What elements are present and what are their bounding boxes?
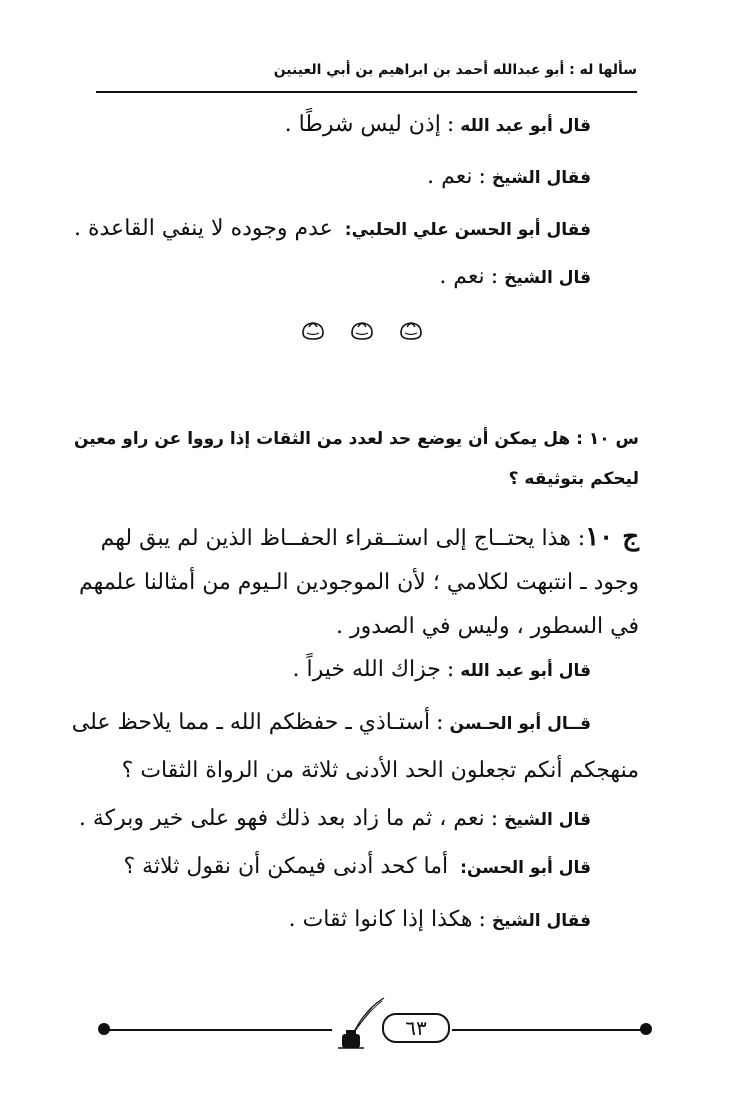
question-line: س ١٠ : هل يمكن أن يوضع حد لعدد من الثقات إذا رووا عن راو معين: [73, 429, 639, 449]
inkwell-quill-icon: [334, 996, 386, 1050]
flower-ornament-icon: [349, 318, 375, 344]
footer-dot-right: [640, 1023, 652, 1035]
dialogue-line: [439, 262, 591, 293]
speaker-name: فقال الشيخ: [491, 911, 591, 931]
footer-dot-left: [98, 1023, 110, 1035]
section-divider: [300, 318, 424, 344]
dialogue-line: [293, 655, 592, 686]
dialogue-text: هكذا إذا كانوا ثقات .: [288, 907, 473, 932]
header-divider: [96, 91, 637, 93]
speaker-name: قال الشيخ: [504, 810, 591, 830]
separator: :: [446, 112, 455, 137]
dialogue-text: جزاك الله خيراً .: [292, 657, 441, 682]
dialogue-text: نعم ، ثم ما زاد بعد ذلك فهو على خير وبركة .: [78, 806, 485, 831]
speaker-name: قــال أبو الحـسن: [449, 714, 591, 734]
answer-text: : هذا يحتــاج إلى استــقراء الحفــاظ الذين لم يبق لهم: [100, 526, 586, 551]
running-header: سألها له : أبو عبدالله أحمد بن ابراهيم بن أبي العينين: [273, 62, 637, 78]
separator: :: [446, 657, 455, 682]
answer-label: ج ١٠: [585, 522, 639, 552]
footer-rule-left: [104, 1029, 332, 1031]
separator: :: [478, 164, 486, 189]
dialogue-line: [74, 214, 591, 245]
speaker-name: قال أبو الحسن:: [460, 858, 591, 878]
speaker-name: قال أبو عبد الله: [460, 661, 591, 681]
dialogue-line: [72, 708, 591, 739]
dialogue-line: [79, 804, 591, 835]
separator: :: [490, 806, 499, 831]
page-number: ٦٣: [382, 1013, 450, 1043]
speaker-name: قال أبو عبد الله: [460, 116, 591, 136]
speaker-name: قال الشيخ: [504, 268, 591, 288]
dialogue-text: أما كحد أدنى فيمكن أن نقول ثلاثة ؟: [123, 854, 449, 879]
speaker-name: فقال أبو الحسن علي الحلبي:: [344, 220, 591, 240]
dialogue-text: أستـاذي ـ حفظكم الله ـ مما يلاحظ على: [71, 710, 431, 735]
dialogue-continuation: منهجكم أنكم تجعلون الحد الأدنى ثلاثة من الرواة الثقات ؟: [121, 758, 639, 783]
flower-ornament-icon: [300, 318, 326, 344]
answer-line: [101, 522, 639, 554]
answer-line: في السطور ، وليس في الصدور .: [336, 614, 639, 639]
dialogue-line: [289, 905, 591, 936]
dialogue-line: [285, 110, 591, 141]
dialogue-line: [427, 162, 591, 193]
question-line: ليحكم بتوثيقه ؟: [508, 469, 639, 489]
dialogue-text: عدم وجوده لا ينفي القاعدة .: [74, 216, 333, 241]
footer-rule-right: [452, 1029, 646, 1031]
dialogue-text: إذن ليس شرطًا .: [284, 112, 441, 137]
flower-ornament-icon: [398, 318, 424, 344]
dialogue-text: نعم .: [427, 164, 473, 189]
separator: :: [436, 710, 444, 735]
answer-line: وجود ـ انتبهت لكلامي ؛ لأن الموجودين الـيوم من أمثالنا علمهم: [79, 570, 639, 595]
dialogue-text: نعم .: [439, 264, 485, 289]
separator: :: [490, 264, 499, 289]
speaker-name: فقال الشيخ: [491, 168, 591, 188]
dialogue-line: [124, 852, 591, 883]
separator: :: [478, 907, 486, 932]
